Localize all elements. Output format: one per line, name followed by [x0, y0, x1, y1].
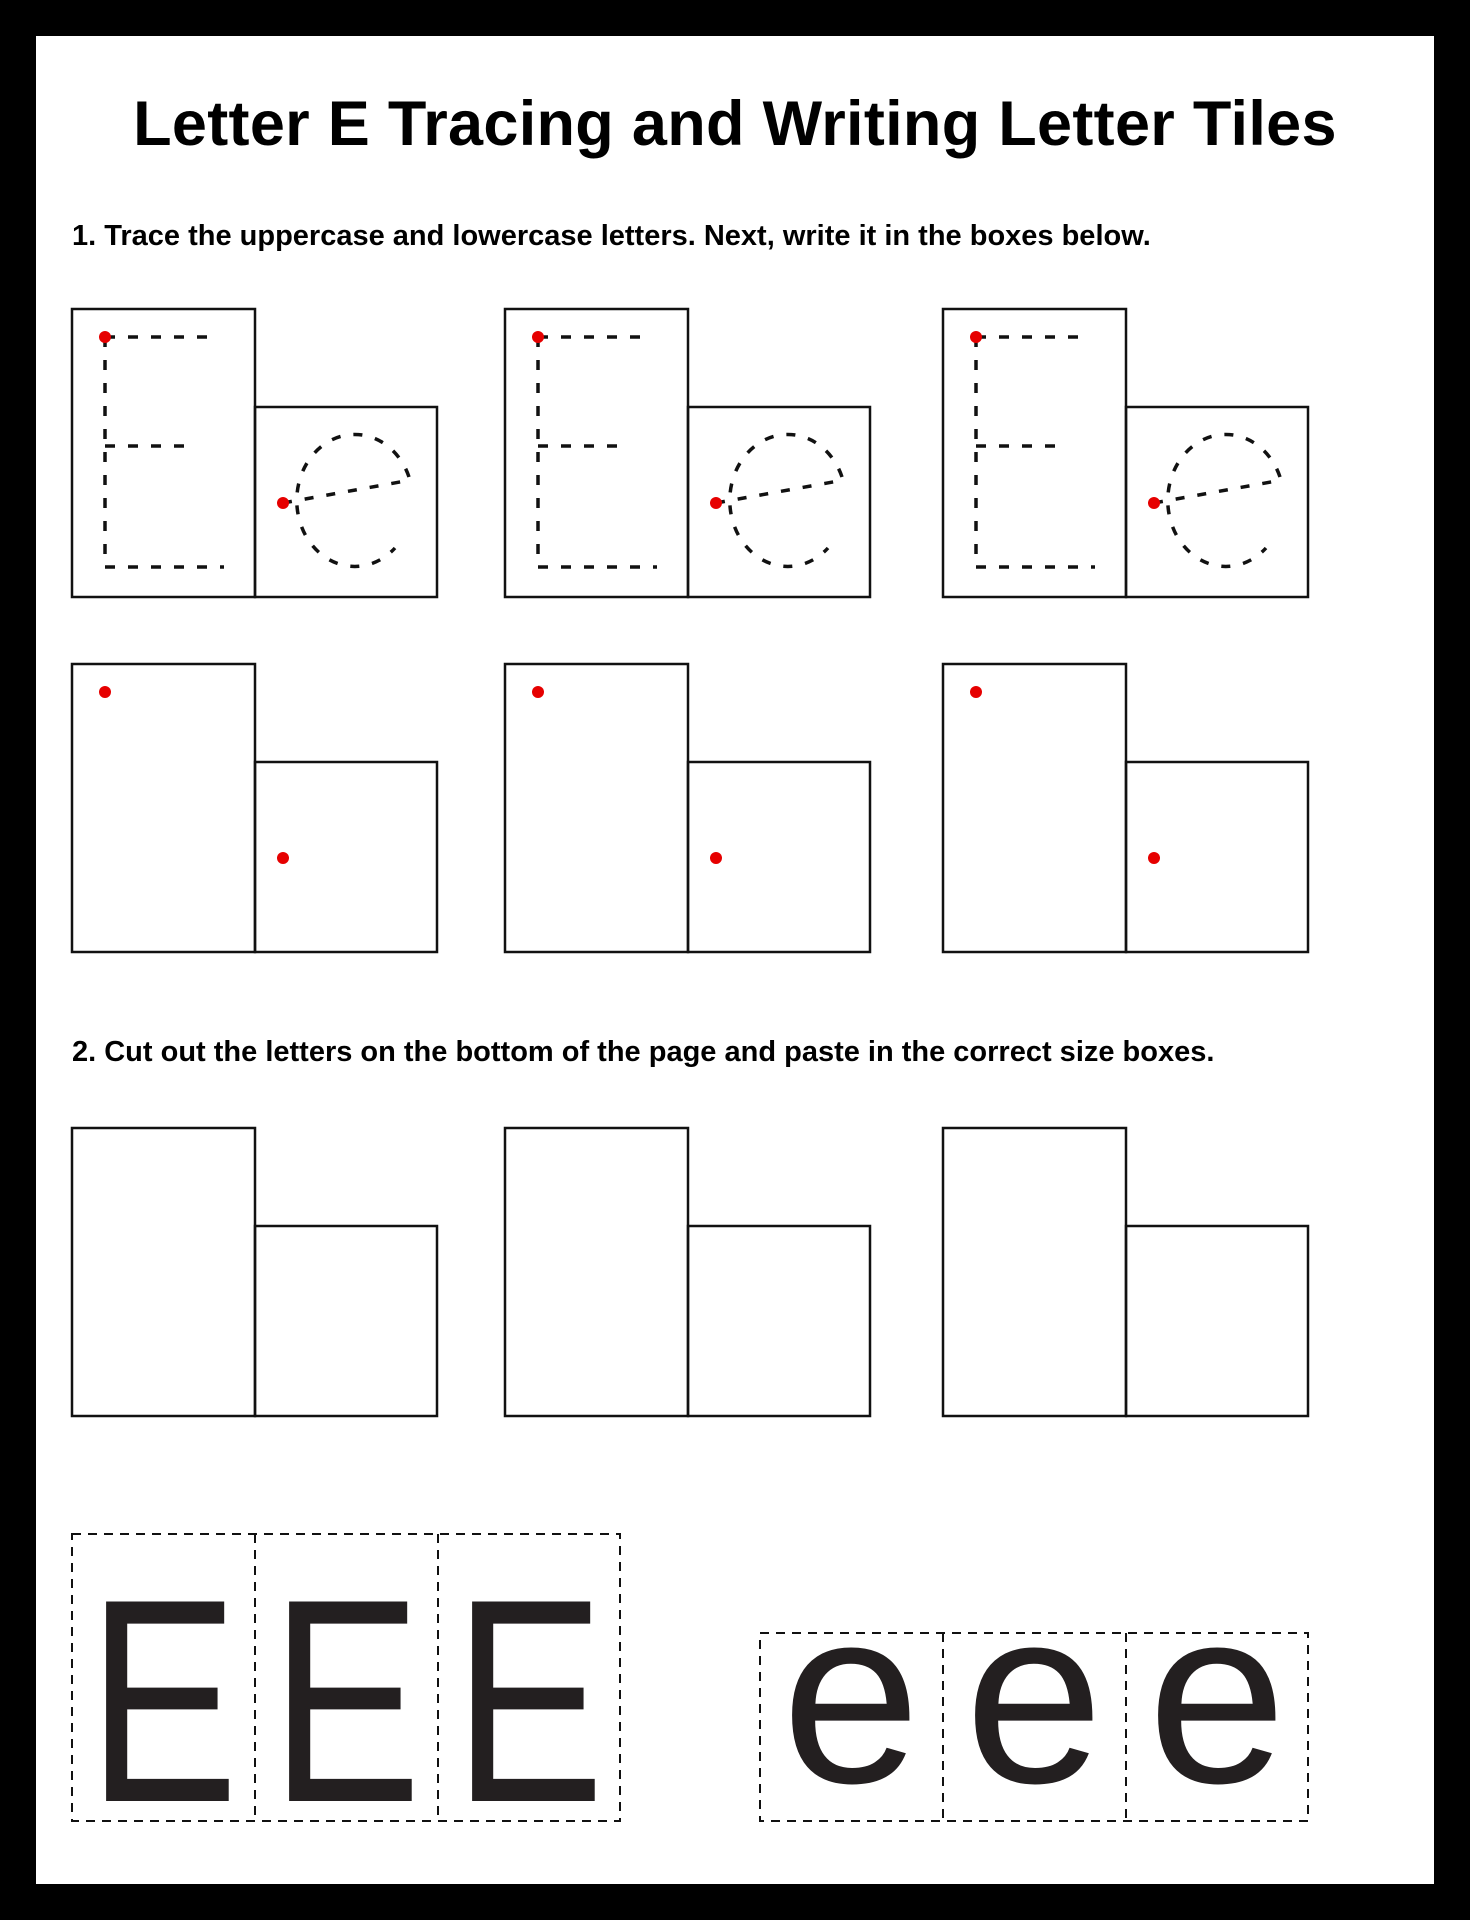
instruction-trace: 1. Trace the uppercase and lowercase letters. Next, write it in the boxes below.: [72, 220, 1151, 252]
red-dot-icon: [1148, 497, 1160, 509]
red-dot-icon: [710, 497, 722, 509]
cutout-letter-uppercase[interactable]: E: [87, 1540, 239, 1864]
cutout-letter-lowercase[interactable]: e: [1147, 1556, 1287, 1835]
write-pair-1[interactable]: [72, 664, 437, 952]
cutout-letter-uppercase[interactable]: E: [270, 1540, 422, 1864]
paste-pair-3[interactable]: [943, 1128, 1308, 1416]
cutout-letter-uppercase[interactable]: E: [453, 1540, 605, 1864]
red-dot-icon: [710, 852, 722, 864]
trace-pair-3[interactable]: [943, 309, 1308, 597]
red-dot-icon: [99, 686, 111, 698]
paste-pair-1[interactable]: [72, 1128, 437, 1416]
write-pair-2[interactable]: [505, 664, 870, 952]
red-dot-icon: [99, 331, 111, 343]
red-dot-icon: [532, 686, 544, 698]
page-title: Letter E Tracing and Writing Letter Tiles: [133, 89, 1337, 159]
red-dot-icon: [970, 686, 982, 698]
red-dot-icon: [532, 331, 544, 343]
cutout-letter-lowercase[interactable]: e: [781, 1556, 921, 1835]
paste-pair-2[interactable]: [505, 1128, 870, 1416]
cutout-letter-lowercase[interactable]: e: [964, 1556, 1104, 1835]
red-dot-icon: [1148, 852, 1160, 864]
red-dot-icon: [970, 331, 982, 343]
red-dot-icon: [277, 497, 289, 509]
write-pair-3[interactable]: [943, 664, 1308, 952]
trace-pair-2[interactable]: [505, 309, 870, 597]
red-dot-icon: [277, 852, 289, 864]
instruction-cut-paste: 2. Cut out the letters on the bottom of the page and paste in the correct size boxes.: [72, 1036, 1215, 1068]
trace-pair-1[interactable]: [72, 309, 437, 597]
